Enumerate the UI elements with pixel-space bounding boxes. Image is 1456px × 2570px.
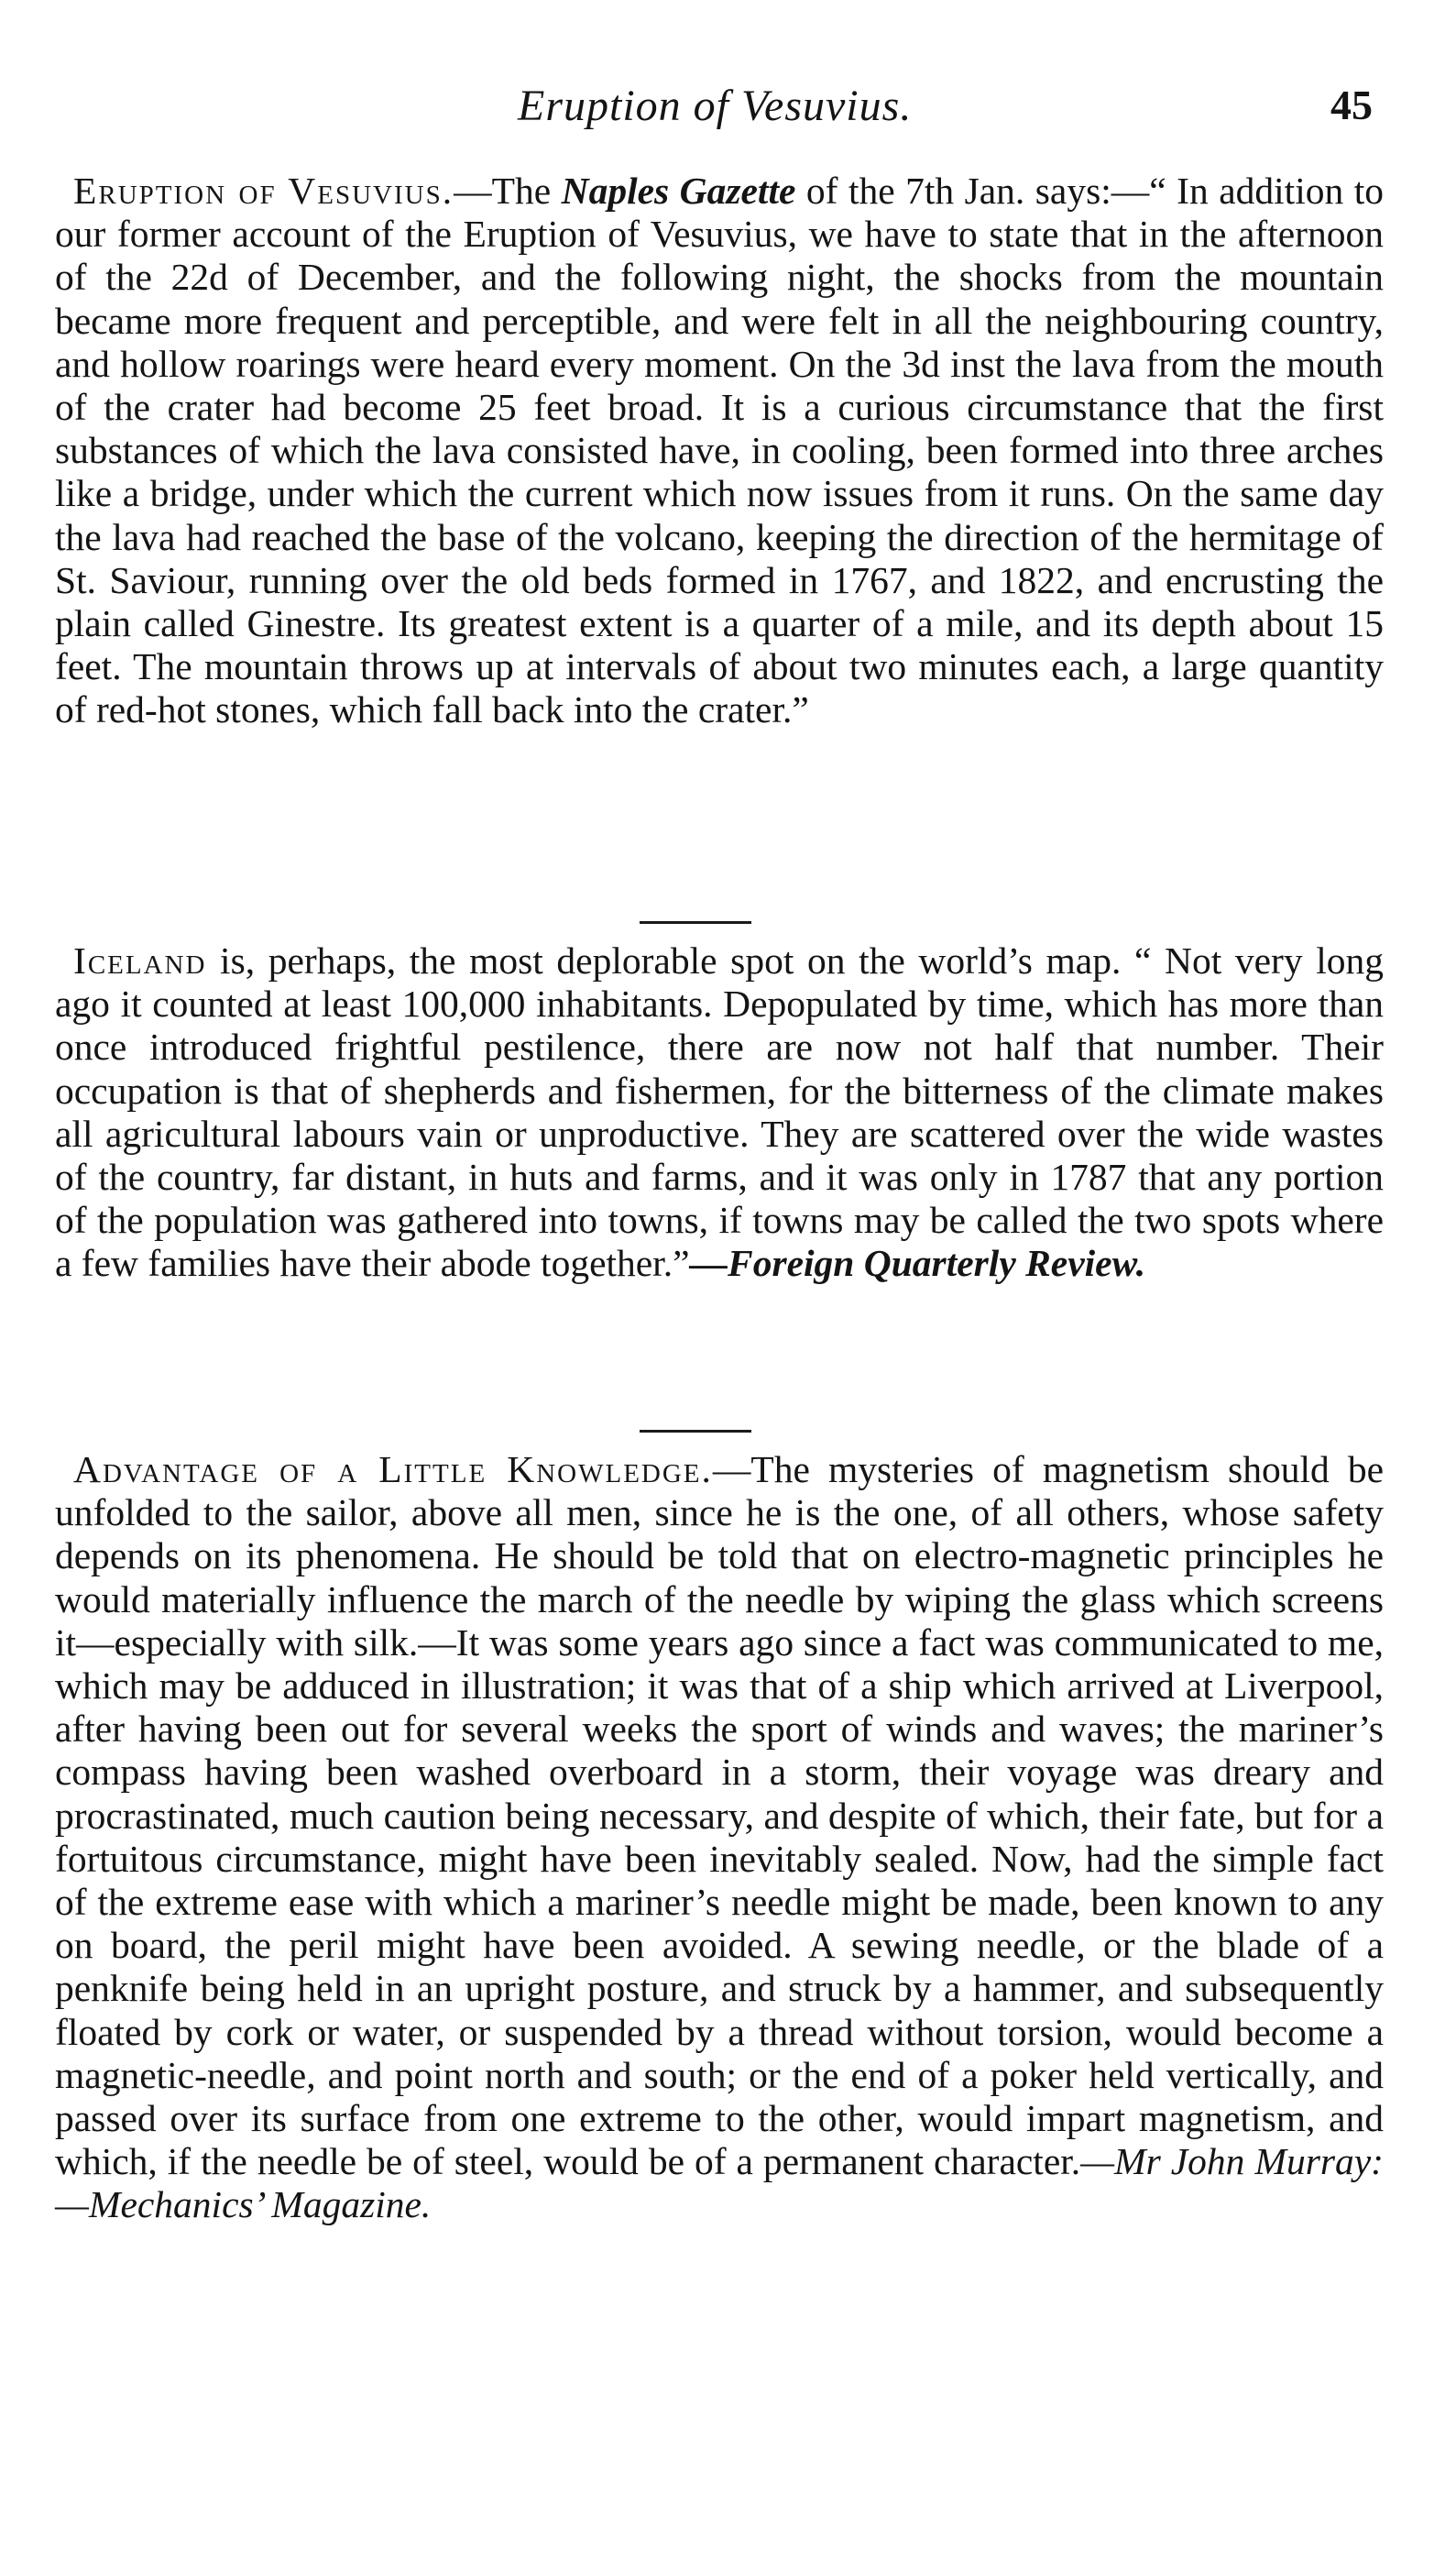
article-iceland: [55, 939, 1384, 1286]
running-head-title: Eruption of Vesuvius.: [518, 82, 913, 130]
article-iceland-title: Iceland: [73, 939, 207, 982]
article-vesuvius-body: of the 7th Jan. says:—“ In addition to our former account of the Eruption of Vesuvius, we have to state that in the afternoon of the 22d of December, and the following night, the shocks from the mountain became more frequent and perceptible, and were felt in all the neighbouring country, and hollow roarings were heard every moment. On the 3d inst the lava from the mouth of the crater had become 25 feet broad. It is a curious circumstance that the first substances of which the lava consisted have, in cooling, been formed into three arches like a bridge, under which the current which now issues from it runs. On the same day the lava had reached the base of the volcano, keeping the direction of the hermitage of St. Saviour, running over the old beds formed in 1767, and 1822, and encrusting the plain called Ginestre. Its greatest extent is a quarter of a mile, and its depth about 15 feet. The mountain throws up at intervals of about two minutes each, a large quantity of red-hot stones, which fall back into the crater.”: [55, 170, 1384, 731]
article-vesuvius: [55, 170, 1384, 732]
running-head: [0, 81, 1456, 145]
article-knowledge-attribution: —Mr John Murray:—Mechanics’ Magazine.: [55, 2140, 1384, 2226]
article-knowledge-text: [55, 1448, 1384, 2227]
article-iceland-text: [55, 939, 1384, 1286]
article-vesuvius-dash: —The: [454, 170, 562, 212]
article-vesuvius-title: Eruption of Vesuvius.: [73, 170, 454, 212]
page-number: 45: [1330, 82, 1373, 128]
section-divider: [640, 1430, 751, 1433]
article-knowledge-body: —The mysteries of magnetism should be unfolded to the sailor, above all men, since he is the one, of all others, whose safety depends on its phenomena. He should be told that on electro-magnetic principles he would materially influence the march of the needle by wiping the glass which screens it—especially with silk.—It was some years ago since a fact was communicated to me, which may be adduced in illustration; it was that of a ship which arrived at Liverpool, after having been out for several weeks the sport of winds and waves; the mariner’s compass having been washed overboard in a storm, their voyage was dreary and procrastinated, much caution being necessary, and despite of which, their fate, but for a fortuitous circumstance, might have been inevitably sealed. Now, had the simple fact of the extreme ease with which a mariner’s needle might be made, been known to any on board, the peril might have been avoided. A sewing needle, or the blade of a penknife being held in an upright posture, and struck by a hammer, and subsequently floated by cork or water, or suspended by a thread without torsion, would become a magnetic-needle, and point north and south; or the end of a poker held vertically, and passed over its surface from one extreme to the other, would impart magnetism, and which, if the needle be of steel, would be of a permanent character.: [55, 1448, 1384, 2183]
section-divider: [640, 921, 751, 924]
article-vesuvius-source: Naples Gazette: [561, 170, 796, 212]
article-iceland-body: is, perhaps, the most deplorable spot on the world’s map. “ Not very long ago it counted at least 100,000 inhabitants. Depopulated by time, which has more than once introduced frightful pestilence, there are now not half that number. Their occupation is that of shepherds and fishermen, for the bitterness of the climate makes all agricultural labours vain or unproductive. They are scattered over the wide wastes of the country, far distant, in huts and farms, and it was only in 1787 that any portion of the population was gathered into towns, if towns may be called the two spots where a few families have their abode together.”: [55, 939, 1384, 1285]
article-iceland-attribution: —Foreign Quarterly Review.: [689, 1242, 1146, 1285]
article-knowledge-title: Advantage of a Little Knowledge.: [73, 1448, 713, 1490]
article-vesuvius-text: [55, 170, 1384, 732]
article-knowledge: [55, 1448, 1384, 2227]
